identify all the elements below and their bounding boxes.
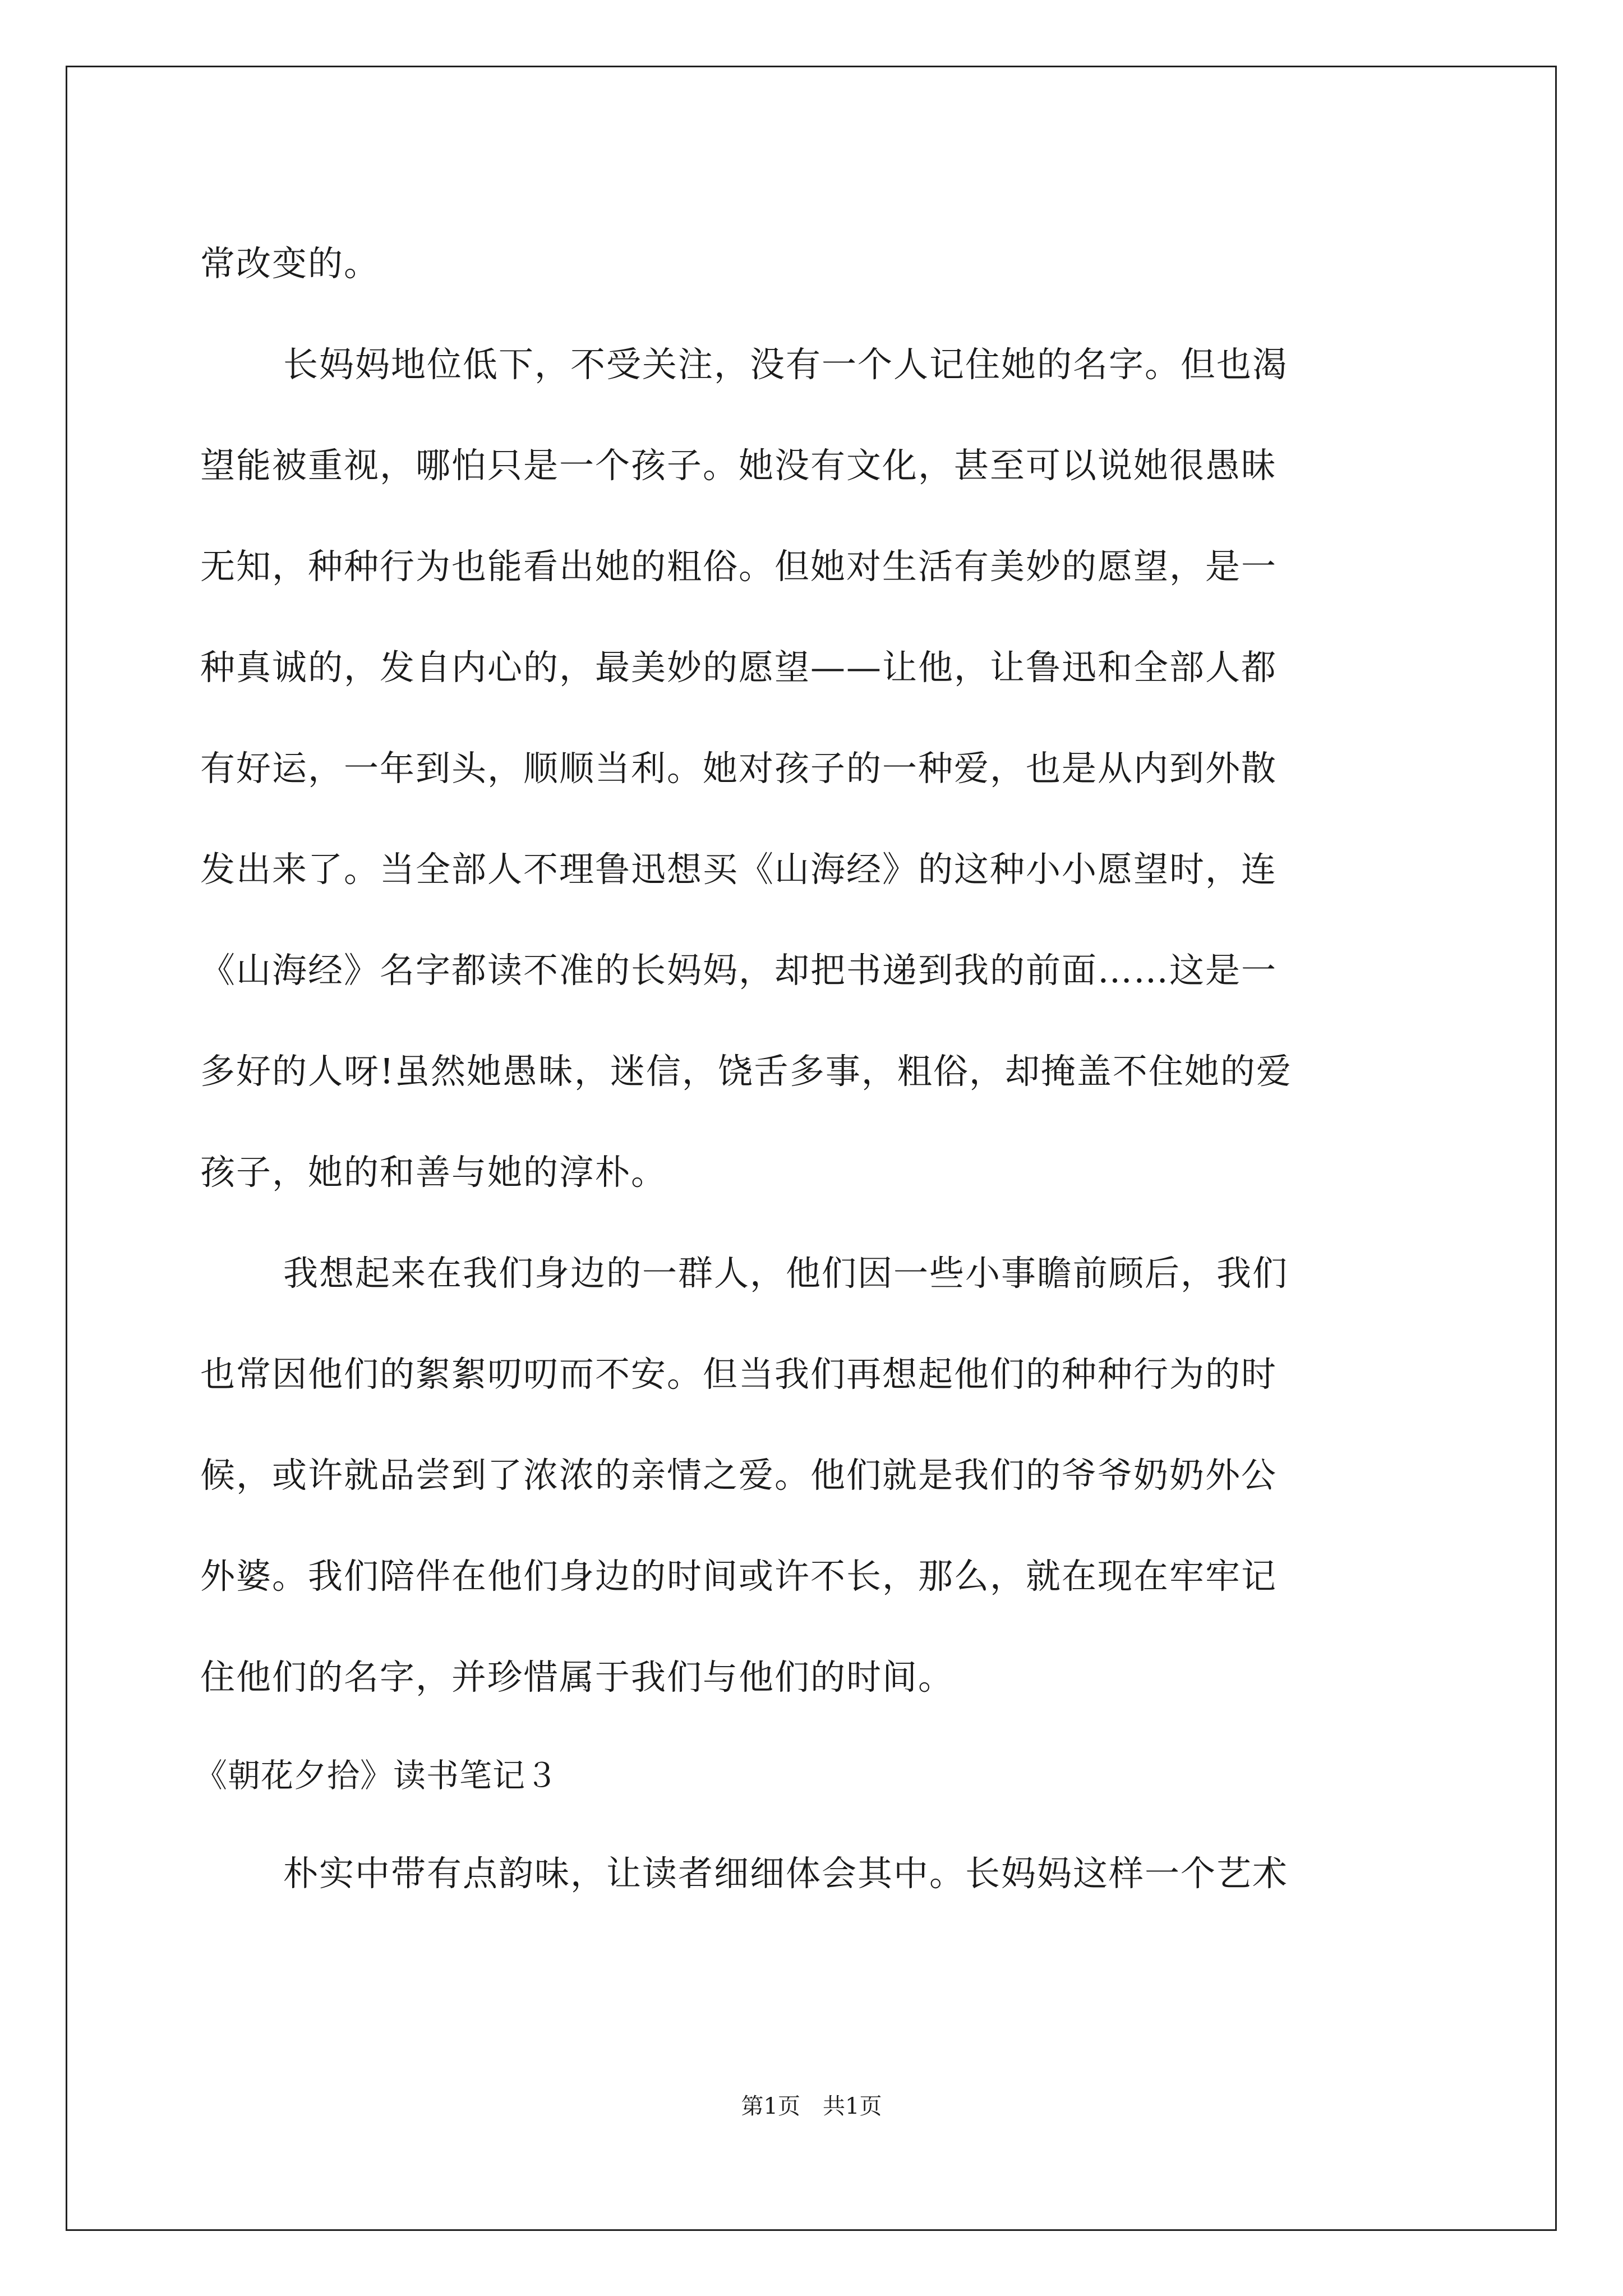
document-body — [195, 213, 1434, 1924]
text-line: 无知，种种行为也能看出她的粗俗。但她对生活有美妙的愿望，是一 — [200, 546, 1278, 587]
text-line: 种真诚的，发自内心的，最美妙的愿望——让他，让鲁迅和全部人都 — [200, 647, 1278, 688]
text-line: 有好运，一年到头，顺顺当利。她对孩子的一种爱，也是从内到外散 — [200, 748, 1278, 789]
text-line: 孩子，她的和善与她的淳朴。 — [200, 1152, 667, 1193]
text-line: 多好的人呀!虽然她愚昧，迷信，饶舌多事，粗俗，却掩盖不住她的爱 — [200, 1051, 1292, 1092]
text-line: 望能被重视，哪怕只是一个孩子。她没有文化，甚至可以说她很愚昧 — [200, 445, 1278, 486]
paragraph-start-line: 长妈妈地位低下，不受关注，没有一个人记住她的名字。但也渴 — [283, 344, 1289, 385]
text-line: 住他们的名字，并珍惜属于我们与他们的时间。 — [200, 1657, 955, 1697]
text-line: 候，或许就品尝到了浓浓的亲情之爱。他们就是我们的爷爷奶奶外公 — [200, 1455, 1278, 1496]
text-line: 《山海经》名字都读不准的长妈妈，却把书递到我的前面……这是一 — [200, 950, 1278, 991]
page-total: 共1页 — [823, 2093, 882, 2119]
text-line: 常改变的。 — [200, 243, 380, 284]
page-number: 第1页 — [741, 2093, 800, 2119]
text-line: 也常因他们的絮絮叨叨而不安。但当我们再想起他们的种种行为的时 — [200, 1354, 1278, 1395]
paragraph-start-line: 朴实中带有点韵味，让读者细细体会其中。长妈妈这样一个艺术 — [283, 1853, 1289, 1894]
section-heading: 《朝花夕拾》读书笔记３ — [195, 1756, 559, 1795]
paragraph-start-line: 我想起来在我们身边的一群人，他们因一些小事瞻前顾后，我们 — [283, 1253, 1289, 1294]
text-line: 发出来了。当全部人不理鲁迅想买《山海经》的这种小小愿望时，连 — [200, 849, 1278, 890]
text-line: 外婆。我们陪伴在他们身边的时间或许不长，那么，就在现在牢牢记 — [200, 1556, 1278, 1596]
page-footer — [0, 2090, 1623, 2123]
